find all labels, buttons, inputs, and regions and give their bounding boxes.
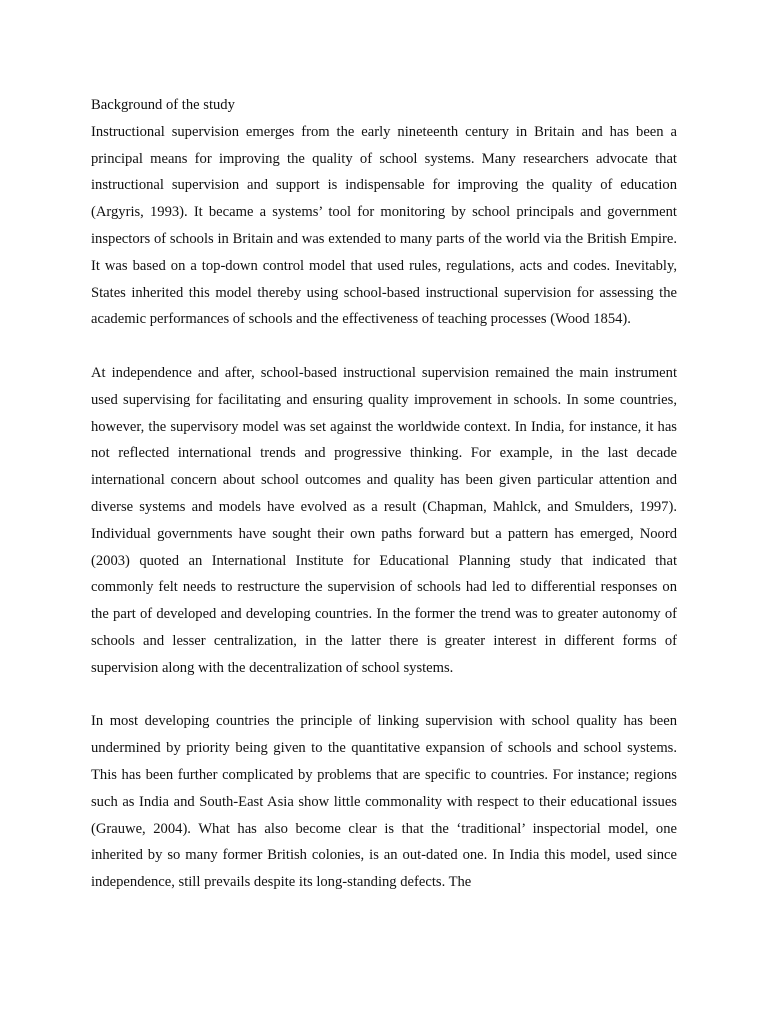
paragraph-spacer — [91, 333, 677, 360]
document-body — [91, 92, 677, 896]
paragraph-2: At independence and after, school-based instructional supervision remained the main instrument used supervising for facilitating and ensuring quality improvement in schools. In some countries, however, the supervisory model was set against the worldwide context. In India, for instance, it has not reflected international trends and progressive thinking. For example, in the last decade international concern about school outcomes and quality has been given particular attention and diverse systems and models have evolved as a result (Chapman, Mahlck, and Smulders, 1997). Individual governments have sought their own paths forward but a pattern has emerged, Noord (2003) quoted an International Institute for Educational Planning study that indicated that commonly felt needs to restructure the supervision of schools had led to differential responses on the part of developed and developing countries. In the former the trend was to greater autonomy of schools and lesser centralization, in the latter there is greater interest in different forms of supervision along with the decentralization of school systems. — [91, 364, 677, 676]
section-heading: Background of the study — [91, 97, 235, 113]
paragraph-spacer — [91, 682, 677, 709]
paragraph-1: Instructional supervision emerges from the early nineteenth century in Britain and has been a principal means for improving the quality of school systems. Many researchers advocate that instructional supervision and support is indispensable for improving the quality of education (Argyris, 1993). It became a systems’ tool for monitoring by school principals and government inspectors of schools in Britain and was extended to many parts of the world via the British Empire. It was based on a top-down control model that used rules, regulations, acts and codes. Inevitably, States inherited this model thereby using school-based instructional supervision for assessing the academic performances of schools and the effectiveness of teaching processes (Wood 1854). — [91, 123, 677, 328]
paragraph-3: In most developing countries the principle of linking supervision with school quality has been undermined by priority being given to the quantitative expansion of schools and school systems. This has been further complicated by problems that are specific to countries. For instance; regions such as India and South-East Asia show little commonality with respect to their educational issues (Grauwe, 2004). What has also become clear is that the ‘traditional’ inspectorial model, one inherited by so many former British colonies, is an out-dated one. In India this model, used since independence, still prevails despite its long-standing defects. The — [91, 713, 677, 891]
